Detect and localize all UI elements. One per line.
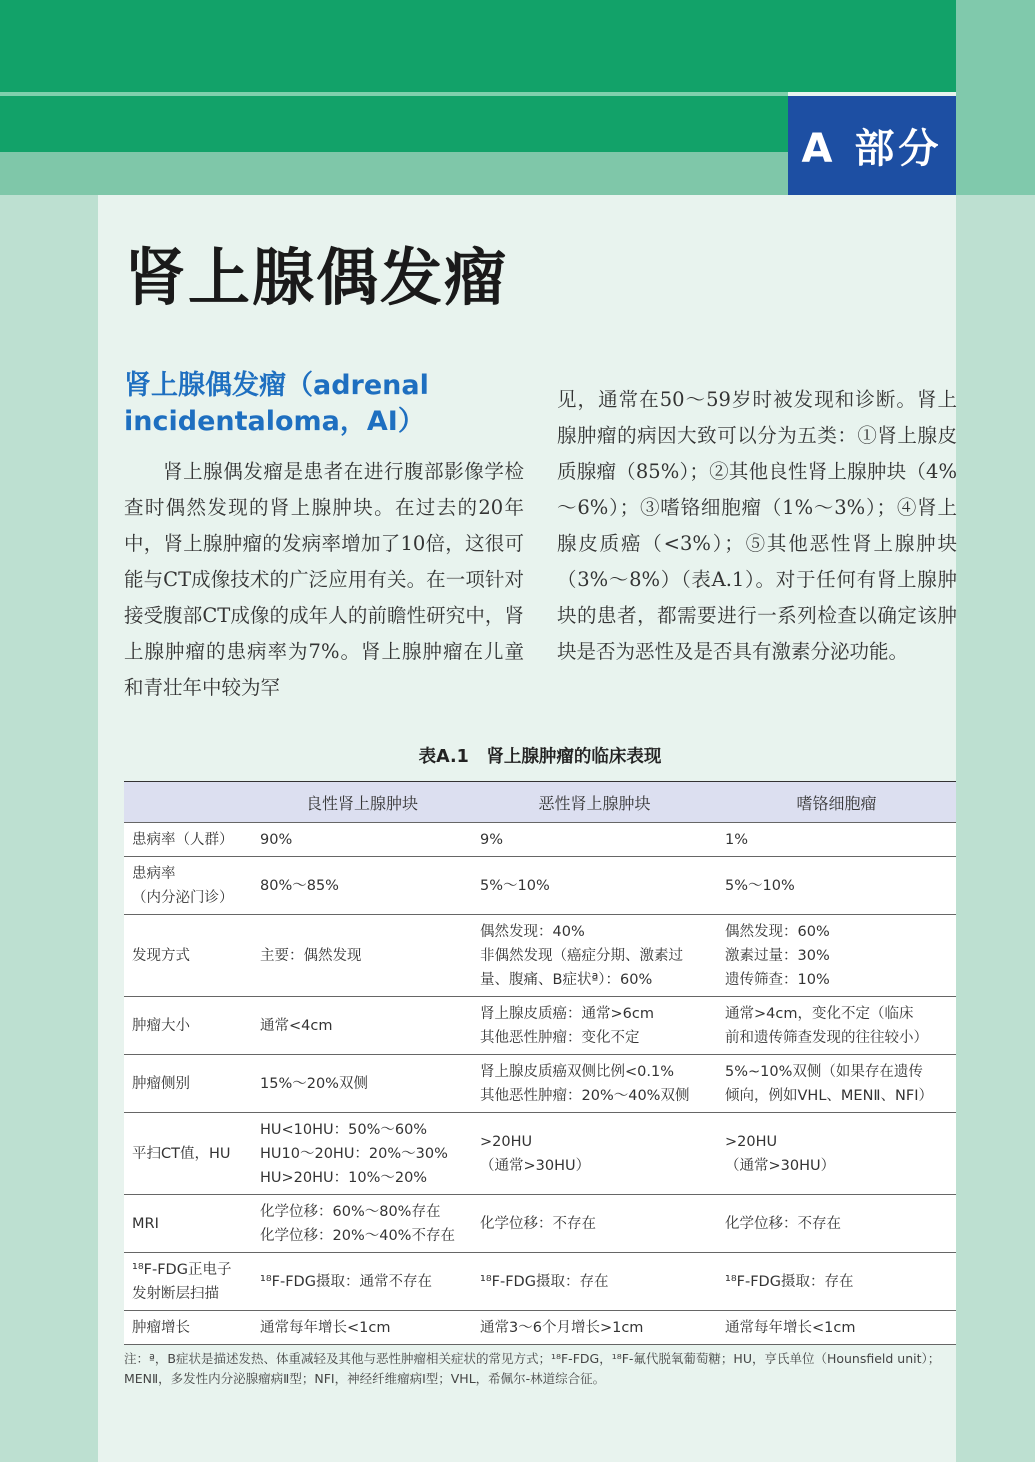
cell-line: 患病率 [132,865,176,882]
table-header-row [124,782,956,823]
table-header-cell: 嗜铬细胞瘤 [717,782,956,823]
cell-line: 5%～10% [480,877,550,894]
table-cell-pheo [717,997,956,1055]
cell-line: 15%～20%双侧 [260,1075,368,1092]
table-cell-pheo [717,1055,956,1113]
cell-line: 其他恶性肿瘤：变化不定 [480,1029,640,1046]
table-cell-malignant [472,1113,717,1195]
table-cell-benign [252,1195,472,1253]
cell-line: 通常>4cm，变化不定（临床 [725,1005,914,1022]
table-cell-label [124,997,252,1055]
cell-line: 平扫CT值，HU [132,1145,231,1162]
cell-line: 发射断层扫描 [132,1285,219,1302]
table-cell-pheo [717,1311,956,1345]
header-band-lower [0,152,788,195]
table-cell-malignant [472,1055,717,1113]
table-cell-pheo [717,1195,956,1253]
cell-line: HU>20HU：10%～20% [260,1169,428,1186]
table-cell-malignant [472,857,717,915]
header-band-middle [0,92,788,152]
table-header-cell: 恶性肾上腺肿块 [472,782,717,823]
table-cell-benign [252,915,472,997]
table-cell-malignant [472,915,717,997]
cell-line: >20HU [480,1133,533,1150]
cell-line: 通常<4cm [260,1017,333,1034]
cell-line: 激素过量：30% [725,947,830,964]
table-row [124,1311,956,1345]
paragraph-left: 肾上腺偶发瘤是患者在进行腹部影像学检查时偶然发现的肾上腺肿块。在过去的20年中，肾上腺肿瘤的发病率增加了10倍，这很可能与CT成像技术的广泛应用有关。在一项针对接受腹部CT成像的成年人的前瞻性研究中，肾上腺肿瘤的患病率为7%。肾上腺肿瘤在儿童和青壮年中较为罕 [124,460,524,699]
table-cell-malignant [472,997,717,1055]
table-row [124,1055,956,1113]
table-cell-label [124,857,252,915]
table-note: 注：ª，B症状是描述发热、体重减轻及其他与恶性肿瘤相关症状的常见方式；¹⁸F-FDG，¹⁸F-氟代脱氧葡萄糖；HU，亨氏单位（Hounsfield unit）；MENⅡ，多发性内分泌腺瘤病Ⅱ型；NFⅠ，神经纤维瘤病Ⅰ型；VHL，希佩尔-林道综合征。 [124,1351,941,1386]
table-cell-malignant [472,1195,717,1253]
header-band-top [0,0,956,92]
cell-line: （通常>30HU） [480,1157,591,1174]
cell-line: 90% [260,831,293,848]
cell-line: MRI [132,1215,159,1232]
cell-line: 5%～10% [725,877,795,894]
table-row [124,1113,956,1195]
cell-line: （内分泌门诊） [132,889,234,906]
table-header-cell [124,782,252,823]
right-margin-band [956,0,1035,1462]
table-cell-pheo [717,857,956,915]
table-cell-label [124,1055,252,1113]
cell-line: 通常每年增长<1cm [725,1319,856,1336]
cell-line: 肿瘤侧别 [132,1075,190,1092]
cell-line: 发现方式 [132,947,190,964]
cell-line: 其他恶性肿瘤：20%～40%双侧 [480,1087,690,1104]
cell-line: 前和遗传筛查发现的往往较小） [725,1029,928,1046]
table-cell-malignant [472,1253,717,1311]
cell-line: 倾向，例如VHL、MENⅡ、NFⅠ） [725,1087,934,1104]
table-cell-benign [252,1055,472,1113]
cell-line: ¹⁸F-FDG摄取：通常不存在 [260,1273,432,1290]
cell-line: 通常3～6个月增长>1cm [480,1319,644,1336]
table-body [124,823,956,1345]
table-caption: 表A.1 肾上腺肿瘤的临床表现 [418,747,662,767]
table-cell-label [124,1113,252,1195]
cell-line: 量、腹痛、B症状ª）：60% [480,971,653,988]
left-margin-band [0,195,98,1462]
cell-line: 化学位移：20%～40%不存在 [260,1227,455,1244]
cell-line: 肾上腺皮质癌：通常>6cm [480,1005,654,1022]
cell-line: 肿瘤大小 [132,1017,190,1034]
table-row [124,823,956,857]
table-row [124,915,956,997]
cell-line: ¹⁸F-FDG正电子 [132,1261,232,1278]
cell-line: 化学位移：不存在 [480,1215,596,1232]
table-cell-label [124,915,252,997]
cell-line: 患病率（人群） [132,831,234,848]
cell-line: 非偶然发现（癌症分期、激素过 [480,947,683,964]
table-cell-pheo [717,823,956,857]
page-title: 肾上腺偶发瘤 [124,241,509,314]
table-cell-pheo [717,1253,956,1311]
cell-line: 主要：偶然发现 [260,947,362,964]
table-row [124,857,956,915]
table-cell-label [124,1311,252,1345]
table-cell-label [124,823,252,857]
table-cell-benign [252,1311,472,1345]
cell-line: 肿瘤增长 [132,1319,190,1336]
part-label: A 部分 [788,96,956,195]
cell-line: 偶然发现：60% [725,923,830,940]
cell-line: 化学位移：不存在 [725,1215,841,1232]
table-cell-malignant [472,1311,717,1345]
cell-line: HU10～20HU：20%～30% [260,1145,448,1162]
cell-line: >20HU [725,1133,778,1150]
table-row [124,1253,956,1311]
table-cell-benign [252,857,472,915]
cell-line: 肾上腺皮质癌双侧比例<0.1% [480,1063,674,1080]
table-row [124,1195,956,1253]
paragraph-right: 见，通常在50～59岁时被发现和诊断。肾上腺肿瘤的病因大致可以分为五类：①肾上腺皮质腺瘤（85%）；②其他良性肾上腺肿块（4%～6%）；③嗜铬细胞瘤（1%～3%）；④肾上腺皮质癌（<3%）；⑤其他恶性肾上腺肿块（3%～8%）（表A.1）。对于任何有肾上腺肿块的患者，都需要进行一系列检查以确定该肿块是否为恶性及是否具有激素分泌功能。 [557,388,957,663]
table-cell-label [124,1253,252,1311]
table-cell-benign [252,823,472,857]
cell-line: 偶然发现：40% [480,923,585,940]
cell-line: （通常>30HU） [725,1157,836,1174]
table-cell-malignant [472,823,717,857]
cell-line: 1% [725,831,749,848]
table-row [124,997,956,1055]
cell-line: 遗传筛查：10% [725,971,830,988]
cell-line: 80%～85% [260,877,339,894]
cell-line: HU<10HU：50%～60% [260,1121,428,1138]
cell-line: 通常每年增长<1cm [260,1319,391,1336]
cell-line: ¹⁸F-FDG摄取：存在 [725,1273,854,1290]
table-cell-label [124,1195,252,1253]
table-cell-benign [252,1113,472,1195]
cell-line: 5%~10%双侧（如果存在遗传 [725,1063,923,1080]
table-cell-benign [252,1253,472,1311]
clinical-table [124,781,956,1345]
table-cell-benign [252,997,472,1055]
table-cell-pheo [717,1113,956,1195]
table-header-cell: 良性肾上腺肿块 [252,782,472,823]
table-cell-pheo [717,915,956,997]
cell-line: 9% [480,831,504,848]
header-band-corner [956,0,1035,195]
cell-line: ¹⁸F-FDG摄取：存在 [480,1273,609,1290]
section-heading: 肾上腺偶发瘤（adrenal incidentaloma，AI） [124,370,429,437]
cell-line: 化学位移：60%～80%存在 [260,1203,441,1220]
